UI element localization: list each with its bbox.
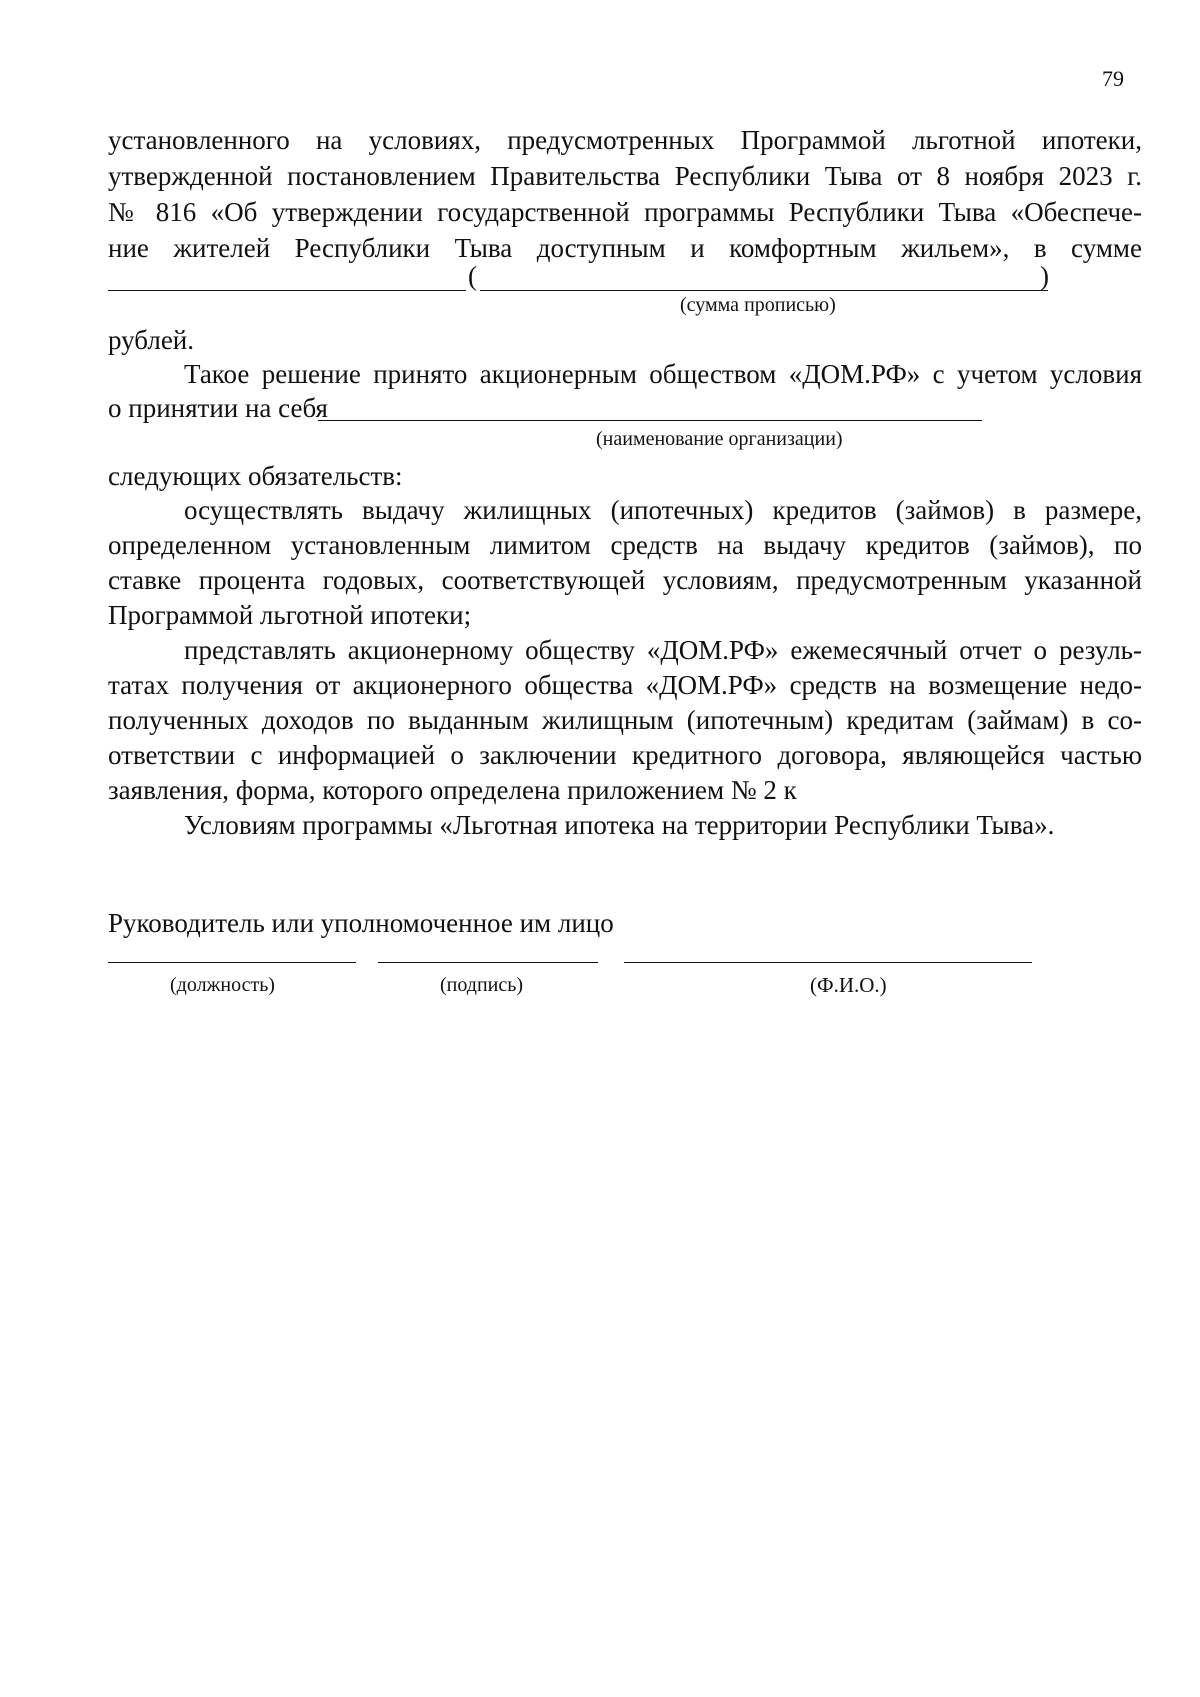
- obligation2-line3: полученных доходов по выданным жилищным (ипотечным) кредитам (займам) в со-: [108, 705, 1142, 735]
- sum-caption: (сумма прописью): [680, 294, 836, 316]
- signature-caption: (подпись): [440, 974, 524, 996]
- paragraph2-line2-prefix: о принятии на себя: [108, 393, 328, 423]
- sum-words-blank-line: [480, 290, 1048, 291]
- paragraph1-line1: установленного на условиях, предусмотренных Программой льготной ипотеки,: [108, 125, 1142, 155]
- paragraph1-line4: ние жителей Республики Тыва доступным и комфортным жильем», в сумме: [108, 233, 1142, 263]
- obligation2-line1: представлять акционерному обществу «ДОМ.РФ» ежемесячный отчет о резуль-: [184, 635, 1142, 665]
- name-caption: (Ф.И.О.): [810, 973, 887, 997]
- obligation2-line4: ответствии с информацией о заключении кредитного договора, являющейся частью: [108, 740, 1142, 770]
- rubles-text: рублей.: [108, 325, 195, 355]
- signature-blank-line: [378, 962, 598, 963]
- obligation1-line4: Программой льготной ипотеки;: [108, 600, 472, 630]
- position-blank-line: [108, 962, 356, 963]
- sum-close-paren: ): [1040, 261, 1049, 291]
- obligation2-end-line: Условиям программы «Льготная ипотека на территории Республики Тыва».: [184, 810, 1055, 840]
- paragraph1-line3: № 816 «Об утверждении государственной программы Республики Тыва «Обеспече-: [108, 197, 1142, 227]
- sum-open-paren: (: [468, 261, 477, 291]
- page-number: 79: [1102, 66, 1124, 91]
- obligation1-line3: ставке процента годовых, соответствующей условиям, предусмотренным указанной: [108, 565, 1142, 595]
- signature-heading: Руководитель или уполномоченное им лицо: [108, 908, 614, 938]
- obligation1-line1: осуществлять выдачу жилищных (ипотечных) кредитов (займов) в размере,: [184, 495, 1142, 525]
- position-caption: (должность): [170, 974, 275, 996]
- paragraph2-line1: Такое решение принято акционерным обществом «ДОМ.РФ» с учетом условия: [184, 359, 1142, 389]
- organization-blank-line: [318, 420, 982, 421]
- obligation2-line2: татах получения от акционерного общества «ДОМ.РФ» средств на возмещение недо-: [108, 670, 1142, 700]
- organization-caption: (наименование организации): [596, 428, 843, 450]
- sum-digits-blank-line: [108, 290, 466, 291]
- paragraph2-line3: следующих обязательств:: [108, 461, 403, 491]
- paragraph1-line2: утвержденной постановлением Правительства Республики Тыва от 8 ноября 2023 г.: [108, 161, 1142, 191]
- obligation2-line5: заявления, форма, которого определена приложением № 2 к: [108, 775, 797, 805]
- name-blank-line: [624, 962, 1032, 963]
- obligation1-line2: определенном установленным лимитом средств на выдачу кредитов (займов), по: [108, 530, 1142, 560]
